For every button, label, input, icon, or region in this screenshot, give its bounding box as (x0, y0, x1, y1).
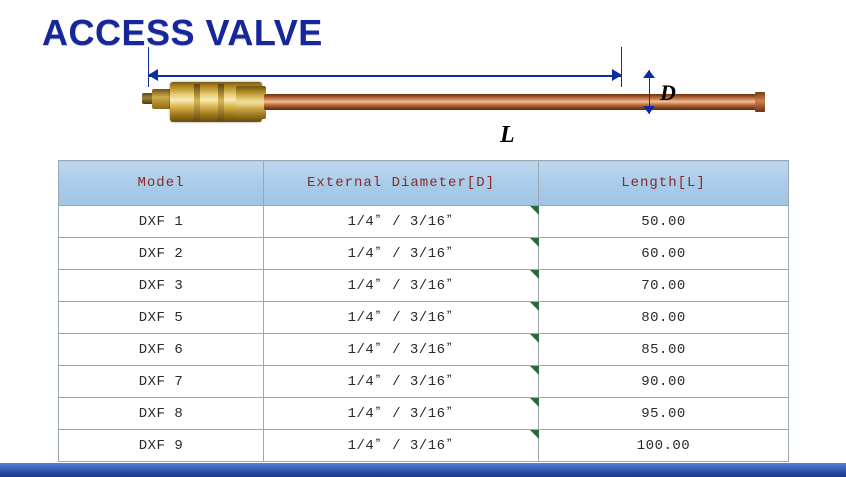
cell-diameter: 1/4ˮ / 3/16ˮ (264, 334, 539, 366)
length-extension-line-right (621, 47, 622, 87)
cell-model: DXF 8 (59, 398, 264, 430)
table-header-row (59, 161, 789, 206)
table-header (59, 161, 789, 206)
cell-length: 95.00 (539, 398, 789, 430)
cell-diameter: 1/4ˮ / 3/16ˮ (264, 398, 539, 430)
table-row (59, 430, 789, 462)
cell-length: 80.00 (539, 302, 789, 334)
cell-diameter: 1/4ˮ / 3/16ˮ (264, 238, 539, 270)
page-title: ACCESS VALVE (42, 12, 323, 53)
table-row (59, 206, 789, 238)
diameter-arrow-bottom-icon (643, 106, 655, 114)
valve-nut (236, 86, 266, 119)
length-label: L (500, 122, 515, 148)
cell-length: 90.00 (539, 366, 789, 398)
copper-tube-end (755, 92, 765, 112)
column-header-model: Model (59, 161, 264, 206)
cell-diameter: 1/4ˮ / 3/16ˮ (264, 430, 539, 462)
column-header-diameter: External Diameter[D] (264, 161, 539, 206)
table-row (59, 334, 789, 366)
cell-model: DXF 3 (59, 270, 264, 302)
table-row (59, 398, 789, 430)
cell-model: DXF 5 (59, 302, 264, 334)
cell-diameter: 1/4ˮ / 3/16ˮ (264, 366, 539, 398)
cell-length: 85.00 (539, 334, 789, 366)
cell-model: DXF 9 (59, 430, 264, 462)
length-arrow-left-icon (148, 69, 158, 81)
product-photo (140, 70, 800, 142)
cell-length: 70.00 (539, 270, 789, 302)
cell-diameter: 1/4ˮ / 3/16ˮ (264, 206, 539, 238)
table-body (59, 206, 789, 462)
cell-model: DXF 2 (59, 238, 264, 270)
valve-ring-2 (218, 84, 224, 121)
cell-length: 60.00 (539, 238, 789, 270)
footer-band (0, 463, 846, 477)
table-row (59, 366, 789, 398)
cell-diameter: 1/4ˮ / 3/16ˮ (264, 270, 539, 302)
diameter-label: D (660, 80, 676, 105)
cell-length: 50.00 (539, 206, 789, 238)
table-row (59, 270, 789, 302)
column-header-length: Length[L] (539, 161, 789, 206)
cell-length: 100.00 (539, 430, 789, 462)
cell-model: DXF 6 (59, 334, 264, 366)
diameter-arrow-top-icon (643, 70, 655, 78)
length-extension-line-left (148, 47, 149, 87)
length-dimension-line (148, 75, 622, 77)
cell-model: DXF 7 (59, 366, 264, 398)
cell-model: DXF 1 (59, 206, 264, 238)
length-arrow-right-icon (612, 69, 622, 81)
specification-table (58, 160, 789, 462)
valve-ring-1 (194, 84, 200, 121)
cell-diameter: 1/4ˮ / 3/16ˮ (264, 302, 539, 334)
table-row (59, 302, 789, 334)
table-row (59, 238, 789, 270)
copper-tube (264, 94, 761, 110)
